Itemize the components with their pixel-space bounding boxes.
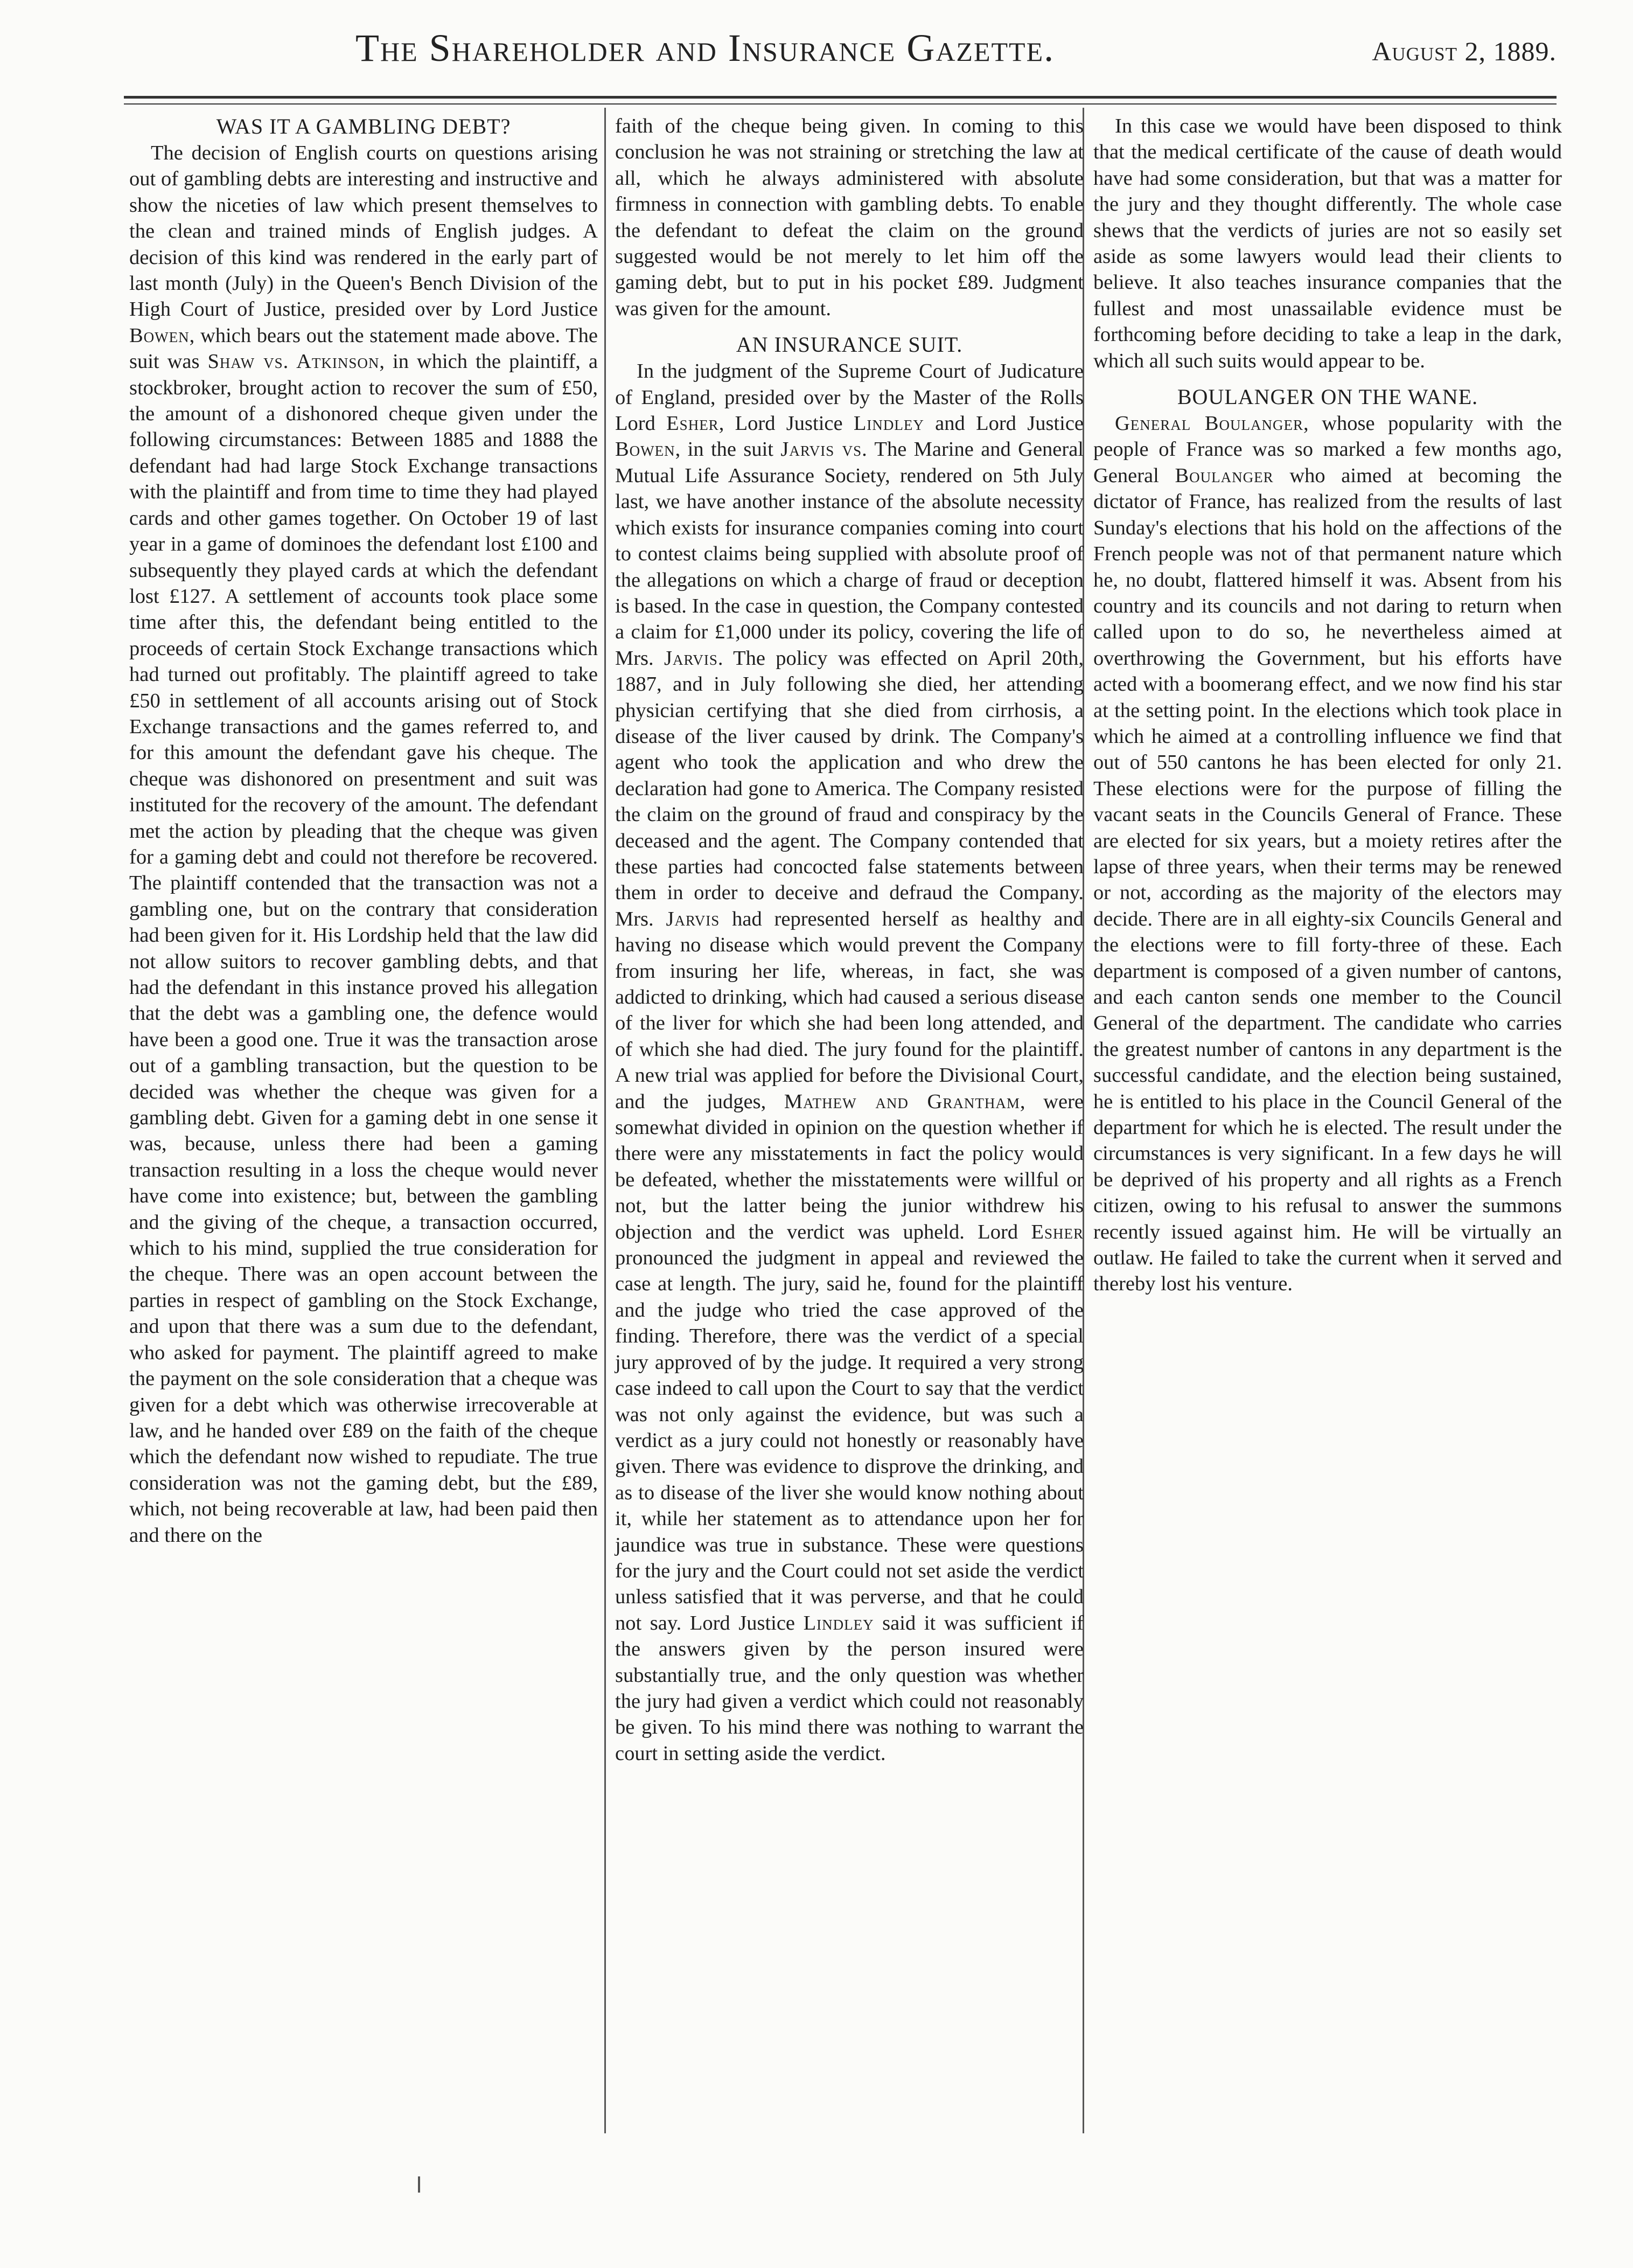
- text-run: , which bears out the statement made above. The suit was: [129, 324, 598, 373]
- text-run: The decision of English courts on questions arising out of gambling debts are interesting and instructive and show the niceties of law which present themselves to the clean and trained minds of English judges. A decision of this kind was rendered in the early part of last month (July) in the Queen's Bench Division of the High Court of Justice, presided over by Lord Justice: [129, 142, 598, 321]
- masthead-title: The Shareholder and Insurance Gazette.: [355, 26, 1055, 69]
- header-rule: [124, 96, 1557, 99]
- text-run: pronounced the judgment in appeal and reviewed the case at length. The jury, said he, found for the plaintiff and the judge who tried the case approved of the finding. Therefore, there was the verdict of a special jury approved of by the judge. It required a very strong case indeed to call upon the Court to say that the verdict was not only against the evidence, but was such a verdict as a jury could not honestly or reasonably have given. There was evidence to disprove the drinking, and as to disease of the liver she would know nothing about it, while her statement as to attendance upon her for jaundice was true in substance. These were questions for the jury and the Court could not set aside the verdict unless satisfied that it was perverse, and that he could not say. Lord Justice: [615, 1247, 1084, 1634]
- footer-mark: [418, 2176, 420, 2193]
- name-lindley: Lindley: [803, 1611, 874, 1634]
- column-divider-1: [604, 108, 606, 2133]
- name-esher: Esher: [1031, 1220, 1084, 1243]
- text-run: , whose popularity with the people of France was so marked a few months ago, General: [1093, 412, 1562, 487]
- text-run: said it was sufficient if the answers given by the person insured were substantially true, and the only question was whether the jury had given a verdict which could not reasonably be given. To his mind there was nothing to warrant the court in setting aside the verdict.: [615, 1611, 1084, 1765]
- text-run: , were somewhat divided in opinion on the question whether if there were any misstatements in fact the policy would be defeated, whether the misstatements were willful or not, but the latter being the junior withdrew his objection and the verdict was upheld. Lord: [615, 1090, 1084, 1243]
- text-run: The Marine and General Mutual Life Assurance Society, rendered on 5th July last, we have another instance of the absolute necessity which exists for insurance companies coming into court to contest claims being supplied with absolute proof of the allegations on which a charge of fraud or deception is based. In the case in question, the Company contested a claim for £1,000 under its policy, covering the life of Mrs.: [615, 438, 1084, 670]
- article-body-gambling-continued: faith of the cheque being given. In coming to this conclusion he was not straining or stretching the law at all, which he always administered with absolute firmness in connection with gambling debts. To enable the defendant to defeat the claim on the ground suggested would be not merely to let him off the gaming debt, but to put in his pocket £89. Judgment was given for the amount.: [615, 115, 1084, 320]
- article-body-boulanger: [1093, 411, 1562, 1297]
- name-bowen: Bowen: [129, 324, 190, 347]
- article-body-insurance: [615, 358, 1084, 1766]
- case-name: Shaw vs. Atkinson: [207, 350, 380, 373]
- text-run: who aimed at becoming the dictator of France, has realized from the results of last Sunday's elections that his hold on the affections of the French people was not of that permanent nature which he, no doubt, flattered himself it was. Absent from his country and its councils and not daring to return when called upon to do so, he nevertheless aimed at overthrowing the Government, but his efforts have acted with a boomerang effect, and we now find his star at the setting point. In the elections which took place in which he aimed at a controlling influence we find that out of 550 cantons he has been elected for only 21. These elections were for the purpose of filling the vacant seats in the Councils General of France. These are elected for six years, but a moiety retires after the lapse of three years, when their terms may be renewed or not, according as the majority of the electors may decide. There are in all eighty-six Councils General and the elections were to fill forty-three of these. Each department is composed of a given number of cantons, and each canton sends one member to the Council General of the department. The candidate who carries the greatest number of cantons in any department is the successful candidate, and the election being sustained, he is entitled to his place in the Council General of the department for which he is elected. The result under the circumstances is very significant. In a few days he will be deprived of his property and all rights as a French citizen, owing to his refusal to answer the summons recently issued against him. He will be virtually an outlaw. He failed to take the current when it served and thereby lost his venture.: [1093, 464, 1562, 1296]
- text-run: , in the suit: [675, 438, 781, 461]
- column-3: [1093, 113, 1562, 1297]
- article-title-boulanger: BOULANGER ON THE WANE.: [1177, 385, 1478, 409]
- header-rule-thin: [124, 103, 1557, 105]
- case-name: Jarvis vs.: [780, 438, 868, 461]
- article-body-gambling: [129, 140, 598, 1548]
- name-boulanger: Boulanger: [1175, 464, 1274, 487]
- text-run: In the judgment of the Supreme Court of Judicature of England, presided over by the Master of the Rolls Lord: [615, 360, 1084, 435]
- name-bowen: Bowen: [615, 438, 675, 461]
- text-run: . The policy was effected on April 20th, 1887, and in July following she died, her attending physician certifying that she died from cirrhosis, a disease of the liver caused by drink. The Company's agent who took the application and who drew the declaration had gone to America. The Company resisted the claim on the ground of fraud and conspiracy by the deceased and the agent. The Company contended that these parties had concocted false statements between them in order to deceive and defraud the Company. Mrs.: [615, 646, 1084, 930]
- name-boulanger: General Boulanger: [1115, 412, 1304, 435]
- text-run: and Lord Justice: [924, 412, 1084, 435]
- text-run: , in which the plaintiff, a stockbroker, brought action to recover the sum of £50, the amount of a dishonored cheque given under the following circumstances: Between 1885 and 1888 the defendant had had large Stock Exchange transactions with the plaintiff and from time to time they had played cards and other games together. On October 19 of last year in a game of dominoes the defendant lost £100 and subsequently they played cards at which the defendant lost £127. A settlement of accounts took place some time after this, the defendant being entitled to the proceeds of certain Stock Exchange transactions which had turned out profitably. The plaintiff agreed to take £50 in settlement of all accounts arising out of Stock Exchange transactions and the games referred to, and for this amount the defendant gave his cheque. The cheque was dishonored on presentment and suit was instituted for the recovery of the amount. The defendant met the action by pleading that the cheque was given for a gaming debt and could not therefore be recovered. The plaintiff contended that the transaction was not a gambling one, but on the contrary that consideration had been given for it. His Lordship held that the law did not allow suitors to recover gambling debts, and that had the defendant in this instance proved his allegation that the debt was a gambling one, the defence would have been a good one. True it was the transaction arose out of a gambling transaction, but the question to be decided was whether the cheque was given for a gambling debt. Given for a gaming debt in one sense it was, because, unless there had been a gaming transaction resulting in a loss the cheque would never have come into existence; but, between the gambling and the giving of the cheque, a transaction occurred, which to his mind, supplied the true consideration for the cheque. There was an open account between the parties in respect of gambling on the Stock Exchange, and upon that there was a sum due to the defendant, who asked for payment. The plaintiff agreed to make the payment on the sole consideration that a cheque was given for a debt which was otherwise irrecoverable at law, and he handed over £89 on the faith of the cheque which the defendant now wished to repudiate. The true consideration was not the gaming debt, but the £89, which, not being recoverable at law, had been paid then and there on the: [129, 350, 598, 1547]
- text-run: had represented herself as healthy and having no disease which would prevent the Company from insuring her life, whereas, in fact, she was addicted to drinking, which had caused a serious disease of the liver for which she had been long attended, and of which she had died. The jury found for the plaintiff. A new trial was applied for before the Divisional Court, and the judges,: [615, 907, 1084, 1113]
- article-body-insurance-conclusion: In this case we would have been disposed to think that the medical certificate of the cause of death would have had some consideration, but that was a matter for the jury and they thought differently. The whole case shews that the verdicts of juries are not so easily set aside as some lawyers would lead their clients to believe. It also teaches insurance companies that the fullest and most unassailable evidence must be forthcoming before deciding to take a leap in the dark, which all such suits would appear to be.: [1093, 115, 1562, 372]
- column-2: [615, 113, 1084, 1766]
- name-jarvis: Jarvis: [666, 907, 720, 930]
- article-title-insurance: AN INSURANCE SUIT.: [736, 332, 963, 357]
- name-judges: Mathew and Grantham: [784, 1090, 1020, 1113]
- name-jarvis: Jarvis: [664, 646, 718, 670]
- text-run: , Lord Justice: [718, 412, 854, 435]
- name-lindley: Lindley: [853, 412, 924, 435]
- name-esher: Esher: [666, 412, 719, 435]
- column-1: [129, 113, 598, 1548]
- issue-date: August 2, 1889.: [1372, 36, 1557, 66]
- article-title-gambling: WAS IT A GAMBLING DEBT?: [216, 114, 511, 138]
